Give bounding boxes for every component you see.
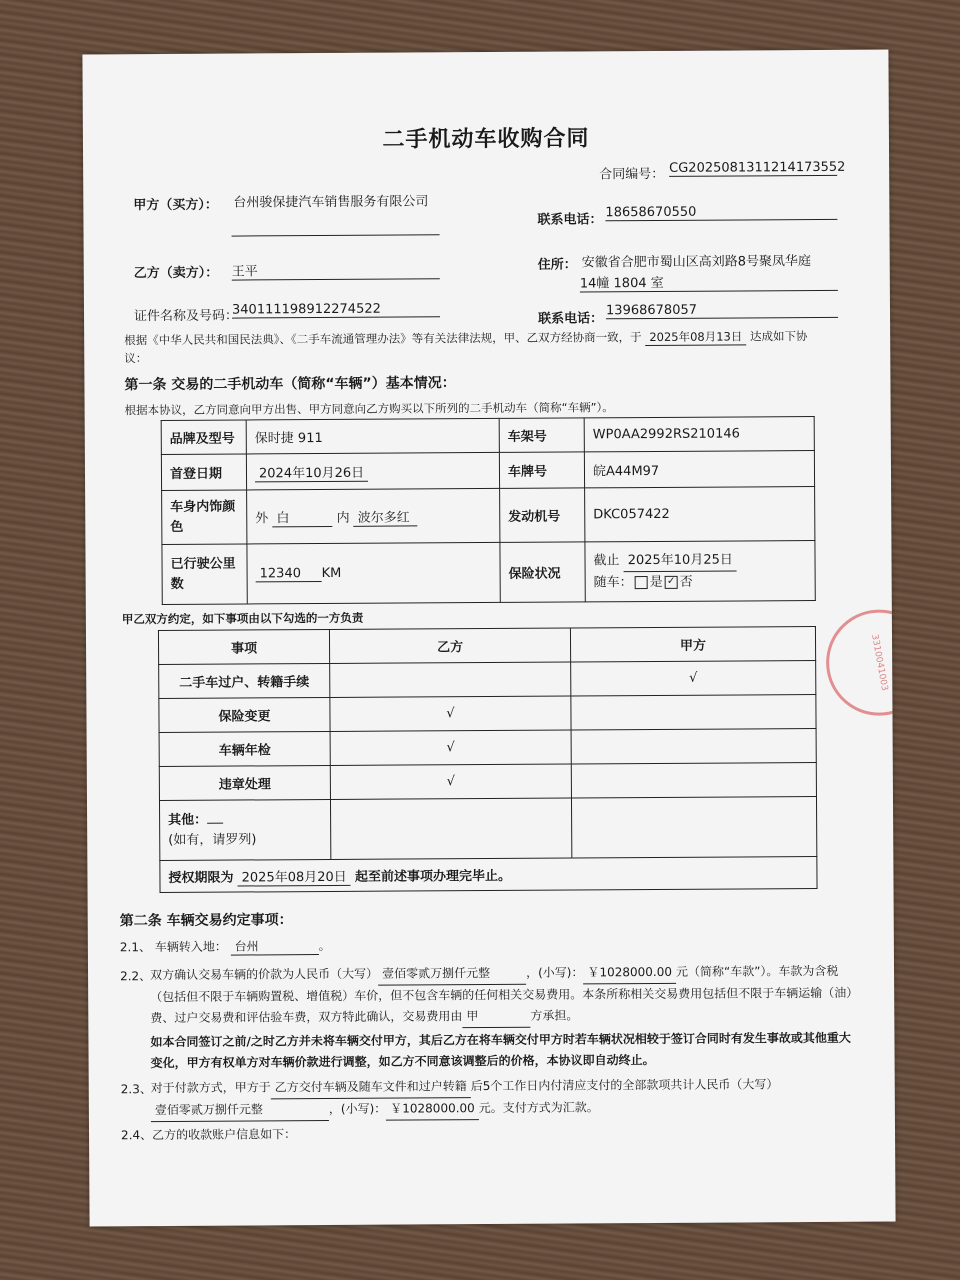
row-item: 二手车过户、转籍手续 — [159, 663, 330, 698]
table-row — [159, 661, 816, 699]
reg-date-cell — [246, 452, 499, 490]
clause-2-4 — [121, 1125, 296, 1143]
deadline-cell — [160, 857, 817, 893]
buyer-phone-label: 联系电话： — [537, 212, 603, 228]
reg-date-value: 2024年10月26日 — [255, 461, 368, 482]
clause-2-2-num: 2.2、 — [120, 969, 152, 984]
header-item: 事项 — [158, 629, 329, 664]
deadline-date: 2025年08月20日 — [238, 865, 351, 886]
preamble-text: 根据《中华人民共和国民法典》、《二手车流通管理办法》等有关法律法规，甲、乙双方经协商一致，于 — [124, 330, 642, 348]
row-item: 车辆年检 — [159, 731, 330, 766]
clause-2-2-text-a: 双方确认交易车辆的价款为人民币（大写） — [150, 966, 379, 983]
table-row — [159, 729, 816, 767]
contract-no-label: 合同编号： — [599, 166, 665, 183]
article-1-title: 第一条 交易的二手机动车（简称“车辆”）基本情况： — [124, 375, 456, 394]
header-yi: 乙方 — [329, 628, 570, 663]
article-1-intro: 根据本协议，乙方同意向甲方出售、甲方同意向乙方购买以下所列的二手机动车（简称“车辆”）。 — [124, 400, 614, 418]
buyer-name: 台州骏保捷汽车销售服务有限公司 — [233, 194, 429, 211]
deadline-suffix: 起至前述事项办理完毕止。 — [354, 868, 511, 885]
reg-date-label: 首登日期 — [161, 454, 246, 491]
insurance-yes-label: 是 — [649, 574, 663, 591]
clause-2-4-text: 乙方的收款账户信息如下： — [152, 1127, 297, 1143]
clause-2-2-lower: ￥1028000.00 — [583, 962, 676, 985]
vin-value: WP0AA2992RS210146 — [584, 417, 814, 452]
document-title: 二手机动车收购合同 — [382, 126, 590, 153]
clause-2-3-lower: ￥1028000.00 — [386, 1098, 479, 1121]
clause-2-3-text-c: ，(小写)： — [328, 1101, 387, 1116]
interior-prefix: 内 — [336, 510, 350, 526]
clause-2-2-text-b: ，(小写)： — [526, 965, 584, 980]
row-jia-check — [571, 729, 816, 764]
id-label: 证件名称及号码： — [133, 308, 239, 325]
clause-2-2-text-d: 方承担。 — [530, 1008, 579, 1023]
other-blank — [207, 822, 223, 823]
article-2-title: 第二条 车辆交易约定事项： — [119, 912, 293, 930]
insurance-prefix: 截止 — [593, 553, 620, 569]
exterior-prefix: 外 — [255, 510, 269, 526]
preamble — [124, 328, 807, 349]
row-jia-check: √ — [571, 661, 816, 696]
row-jia-check — [571, 695, 816, 730]
clause-2-3-text-a: 对于付款方式，甲方于 — [150, 1080, 271, 1096]
insurance-label: 保险状况 — [500, 542, 585, 603]
color-cell — [247, 488, 500, 544]
preamble-date: 2025年08月13日 — [645, 328, 746, 346]
other-yi — [330, 798, 571, 859]
responsibility-table — [158, 626, 818, 893]
mileage-unit: KM — [321, 565, 342, 581]
address-label: 住所： — [537, 257, 577, 273]
clause-2-2 — [150, 961, 860, 1030]
color-label: 车身内饰颜色 — [162, 490, 247, 545]
deadline-label: 授权期限为 — [168, 870, 234, 886]
preamble-text-end: 达成如下协 — [749, 329, 808, 344]
insurance-yes-checkbox[interactable] — [635, 576, 648, 589]
row-item: 违章处理 — [159, 765, 330, 800]
seller-phone-label: 联系电话： — [538, 311, 604, 327]
other-label: 其他： — [168, 812, 208, 828]
seller-phone: 13968678057 — [606, 302, 838, 319]
clause-2-2-party: 甲 — [462, 1006, 530, 1028]
row-item: 保险变更 — [159, 697, 330, 732]
insurance-no-checkbox[interactable]: ✓ — [665, 576, 678, 589]
vehicle-info-table — [161, 416, 816, 605]
clause-2-2-text-c: 元（简称“车款”）。车款为含税（包括但不限于车辆购置税、增值税）车价，但不包含车辆的任何相关交易费用。本条所称相关交易费用包括但不限于车辆运输（油）费、过户交易费和评估验车费，双方特此确认，交易费用由 — [150, 963, 859, 1026]
plate-value: 皖A44M97 — [584, 451, 814, 488]
model-value: 保时捷 911 — [246, 418, 499, 454]
buyer-label: 甲方（买方）： — [133, 197, 218, 214]
mileage-label: 已行驶公里数 — [162, 544, 247, 605]
other-jia — [571, 797, 816, 858]
other-hint: (如有，请罗列) — [168, 831, 257, 848]
table-row — [159, 695, 816, 733]
row-yi-check: √ — [330, 696, 571, 731]
interior-color: 波尔多红 — [354, 506, 418, 526]
row-yi-check: √ — [330, 730, 571, 765]
row-yi-check: √ — [330, 764, 571, 799]
contract-page — [82, 50, 895, 1227]
seller-name: 王平 — [232, 259, 440, 280]
clause-2-1-label: 车辆转入地： — [154, 939, 227, 955]
clause-2-2-bold: 如本合同签订之前/之时乙方并未将车辆交付甲方，其后乙方在将车辆交付甲方时若车辆状况相较于签订合同时有发生事故或其他重大变化，甲方有权单方对车辆价款进行调整，如乙方不同意该调整后的价格，本协议即自动终止。 — [150, 1030, 851, 1071]
clause-2-3-condition: 乙方交付车辆及随车文件和过户转籍 — [271, 1076, 471, 1099]
insurance-no-label: 否 — [679, 574, 693, 590]
table-row — [159, 763, 816, 801]
exterior-color: 白 — [272, 506, 332, 526]
clause-2-3-text-b: 后5个工作日内付清应支付的全部款项共计人民币（大写） — [470, 1077, 779, 1094]
clause-2-3 — [151, 1074, 861, 1122]
buyer-phone: 18658670550 — [605, 204, 837, 221]
seller-label: 乙方（卖方）： — [133, 265, 219, 282]
clause-2-1: 2.1、 车辆转入地： 台州 。 — [119, 938, 331, 955]
seal-text: 3310041003 — [869, 633, 890, 692]
other-cell — [159, 799, 330, 860]
insurance-cell — [585, 541, 815, 602]
clause-2-1-value: 台州 — [231, 937, 319, 956]
mileage-cell — [247, 542, 500, 604]
clause-2-3-num: 2.3、 — [120, 1082, 152, 1097]
id-number: 340111198912274522 — [232, 301, 440, 318]
header-jia: 甲方 — [570, 627, 815, 662]
address-line-1: 安徽省合肥市蜀山区高刘路8号聚凤华庭 — [581, 254, 812, 271]
vin-label: 车架号 — [499, 418, 584, 453]
preamble-line-2: 议： — [124, 351, 148, 366]
clause-2-1-num: 2.1、 — [119, 940, 152, 955]
row-jia-check — [571, 763, 816, 798]
engine-label: 发动机号 — [500, 488, 585, 543]
insurance-with-label: 随车： — [593, 575, 633, 591]
address-line-2: 14幢 1804 室 — [580, 271, 838, 293]
insurance-date: 2025年10月25日 — [624, 549, 737, 572]
buyer-underline — [232, 234, 440, 236]
clause-2-3-text-d: 元。支付方式为汇款。 — [478, 1100, 599, 1116]
table-row-other — [159, 797, 816, 861]
clause-2-4-num: 2.4、 — [120, 1128, 153, 1143]
clause-2-3-upper: 壹佰零贰万捌仟元整 — [151, 1099, 329, 1122]
clause-2-2-upper: 壹佰零贰万捌仟元整 — [378, 963, 526, 986]
company-seal — [817, 601, 895, 724]
plate-label: 车牌号 — [499, 452, 584, 489]
model-label: 品牌及型号 — [161, 420, 246, 455]
mileage-value: 12340 — [256, 566, 322, 582]
contract-no: CG202508131121417355​2 — [669, 159, 846, 176]
responsibility-intro: 甲乙双方约定，如下事项由以下勾选的一方负责 — [121, 610, 364, 627]
engine-value: DKC057422 — [585, 487, 815, 542]
row-yi-check — [330, 662, 571, 697]
